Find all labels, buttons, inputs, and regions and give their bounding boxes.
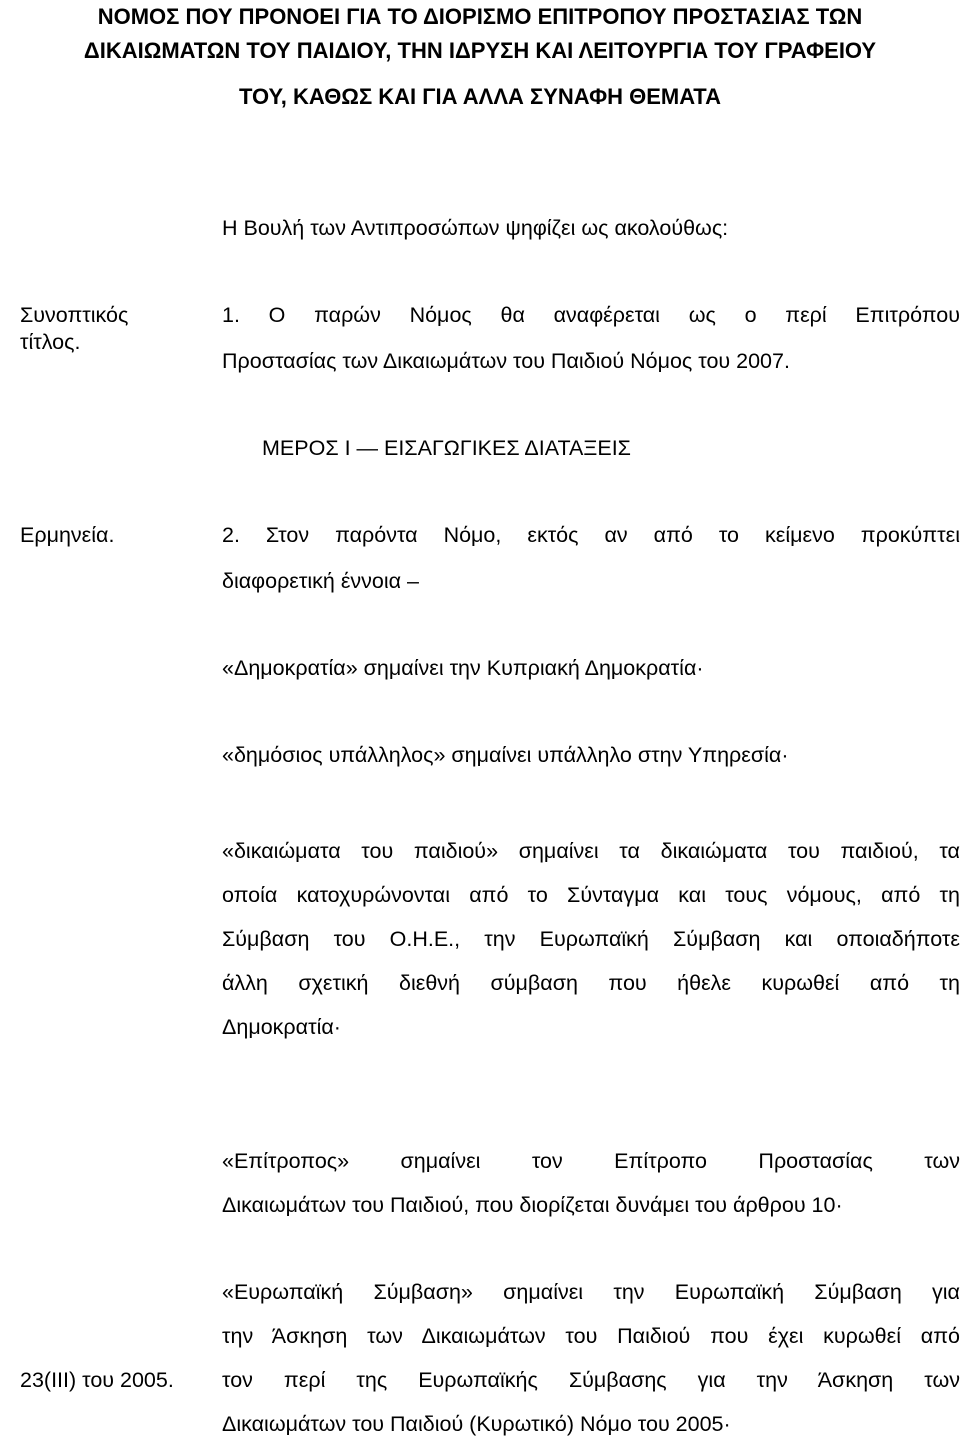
document-title-line-1: ΝΟΜΟΣ ΠΟΥ ΠΡΟΝΟΕΙ ΓΙΑ ΤΟ ΔΙΟΡΙΣΜΟ ΕΠΙΤΡΟΠΟΥ ΠΡΟΣΤΑΣΙΑΣ ΤΩΝ — [97, 4, 863, 29]
margin-note-law-reference: 23(ΙΙΙ) του 2005. — [20, 1368, 174, 1392]
section-2-line-1: 2. Στον παρόντα Νόμο, εκτός αν από το κείμενο προκύπτει — [222, 523, 960, 547]
definition-european-convention-line-1: «Ευρωπαϊκή Σύμβαση» σημαίνει την Ευρωπαϊκή Σύμβαση για — [222, 1280, 960, 1304]
definition-commissioner-line-1: «Επίτροπος» σημαίνει τον Επίτροπο Προστασίας των — [222, 1149, 960, 1173]
definition-child-rights-line-4: άλλη σχετική διεθνή σύμβαση που ήθελε κυρωθεί από τη — [222, 971, 960, 995]
section-1-line-2: Προστασίας των Δικαιωμάτων του Παιδιού Νόμος του 2007. — [222, 349, 790, 373]
definition-european-convention-line-2: την Άσκηση των Δικαιωμάτων του Παιδιού που έχει κυρωθεί από — [222, 1324, 960, 1348]
definition-child-rights-line-1: «δικαιώματα του παιδιού» σημαίνει τα δικαιώματα του παιδιού, τα — [222, 839, 960, 863]
definition-public-servant: «δημόσιος υπάλληλος» σημαίνει υπάλληλο στην Υπηρεσία· — [222, 743, 789, 767]
part-heading: ΜΕΡΟΣ Ι — ΕΙΣΑΓΩΓΙΚΕΣ ΔΙΑΤΑΞΕΙΣ — [262, 436, 631, 460]
section-2-line-2: διαφορετική έννοια – — [222, 569, 420, 593]
definition-child-rights-line-2: οποία κατοχυρώνονται από το Σύνταγμα και τους νόμους, από τη — [222, 883, 960, 907]
definition-european-convention-line-4: Δικαιωμάτων του Παιδιού (Κυρωτικό) Νόμο του 2005· — [222, 1412, 731, 1436]
definition-child-rights-line-3: Σύμβαση του Ο.Η.Ε., την Ευρωπαϊκή Σύμβαση και οποιαδήποτε — [222, 927, 960, 951]
definition-republic: «Δημοκρατία» σημαίνει την Κυπριακή Δημοκρατία· — [222, 656, 704, 680]
definition-commissioner-line-2: Δικαιωμάτων του Παιδιού, που διορίζεται δυνάμει του άρθρου 10· — [222, 1193, 843, 1217]
margin-note-interpretation: Ερμηνεία. — [20, 523, 115, 547]
document-title-line-3: ΤΟΥ, ΚΑΘΩΣ ΚΑΙ ΓΙΑ ΑΛΛΑ ΣΥΝΑΦΗ ΘΕΜΑΤΑ — [238, 84, 721, 109]
preamble: Η Βουλή των Αντιπροσώπων ψηφίζει ως ακολούθως: — [222, 216, 729, 240]
margin-note-short-title-2: τίτλος. — [20, 330, 81, 354]
margin-note-short-title-1: Συνοπτικός — [20, 303, 129, 327]
document-title-line-2: ΔΙΚΑΙΩΜΑΤΩΝ ΤΟΥ ΠΑΙΔΙΟΥ, ΤΗΝ ΙΔΡΥΣΗ ΚΑΙ ΛΕΙΤΟΥΡΓΙΑ ΤΟΥ ΓΡΑΦΕΙΟΥ — [83, 38, 877, 63]
definition-child-rights-line-5: Δημοκρατία· — [222, 1015, 341, 1039]
definition-european-convention-line-3: τον περί της Ευρωπαϊκής Σύμβασης για την Άσκηση των — [222, 1368, 960, 1392]
section-1-line-1: 1. Ο παρών Νόμος θα αναφέρεται ως ο περί Επιτρόπου — [222, 303, 960, 327]
